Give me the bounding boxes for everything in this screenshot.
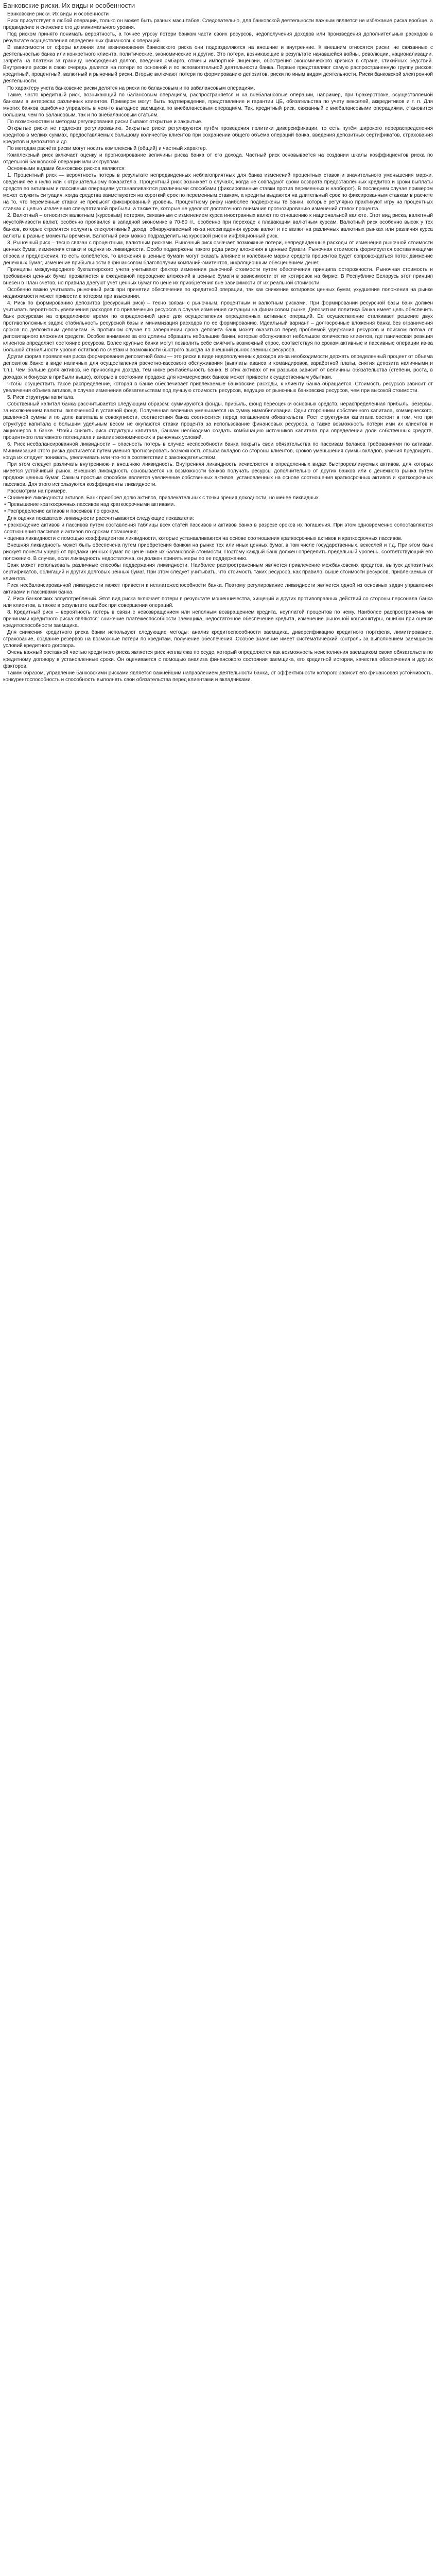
paragraph: Риск несбалансированной ликвидности может привести к неплатежеспособности банка. Поэтому регулирование ликвидности является одной из основных задач управления активами и пассивами банка. — [3, 582, 433, 596]
paragraph: Очень важный составной частью кредитного риска является риск неплатежа по ссуде, который определяется как возможность неисполнения заемщиком своих обязательств по кредитному договору в установленные сроки. Он оценивается с помощью анализа финансового состояния заемщика, его кредитной истории, качества обеспечения и других факторов. — [3, 650, 433, 669]
paragraph: Чтобы осуществить такое распределение, которая в банке обеспечивает привлекаемые банковские расходы, к клиенту банка обращается. Стоимость ресурсов зависит от увеличения объема активов, в случае изменения обязательствам под лучшую стоимость ресурсов, ведущих от рыночных банковских ресурсов, чем при высокой стоимости. — [3, 381, 433, 394]
page-title: Банковские риски. Их виды и особенности — [3, 2, 135, 9]
paragraph: 2. Валютный – относится валютным (курсовым) потерям, связанным с изменением курса иностранных валют по отношению к национальной валюте. Этот вид риска, валютный неустойчивости валют, особенно проявился в западной экономике в 70-80 гг., особенно при переходе к плавающим валютным курсам. Валютный риск особенно высок у тех банков, которые стремятся получить спекулятивный доход, обнаруживаемый из-за несовпадения курсов валют и по валют на различных валютных рынках или различия курса валюты в разные моменты времени. Валютный риск можно подразделить на курсовой риск и инфляционный риск. — [3, 213, 433, 239]
paragraph: Риск присутствует в любой операции, только он может быть разных масштабов. Следовательно, для банковской деятельности важным является не избежание риска вообще, а предвидение и снижение его до минимального уровня. — [3, 18, 433, 31]
paragraph: Банк может использовать различные способы поддержания ликвидности. Наиболее распространенным является привлечение межбанковских кредитов, выпуск депозитных сертификатов, облигаций и других долговых ценных бумаг. При этом следует учитывать, что стоимость таких ресурсов, как правило, выше стоимости ресурсов, привлекаемых от клиентов. — [3, 562, 433, 582]
paragraph: 8. Кредитный риск – вероятность потерь в связи с невозвращением или неполным возвращением кредита, неуплатой процентов по нему. Наиболее распространенными причинами кредитного риска являются: снижение платежеспособности заемщика, недостаточное обеспечение кредита, изменение рыночной конъюнктуры, ошибки при оценке кредитоспособности заемщика. — [3, 609, 433, 629]
paragraph: Особенно важно учитывать рыночный риск при принятии обеспечения по кредитной операции, так как снижение котировок ценных бумаг, ухудшение положения на рынке недвижимости может привести к потерям при взыскании. — [3, 286, 433, 299]
paragraph: Открытые риски не подлежат регулированию. Закрытые риски регулируются путём проведения политики диверсификации, то есть путём широкого перераспределения кредитов в мелких суммах, предоставляемых большому количеству клиентов при сохранении общего объёма операций банка, введения депозитных сертификатов, страхования кредитов и депозитов и др. — [3, 125, 433, 145]
paragraph: Таким образом, управление банковскими рисками является важнейшим направлением деятельности банка, от эффективности которого зависит его финансовая устойчивость, конкурентоспособность и способность выполнять свои обязательства перед клиентами и вкладчиками. — [3, 670, 433, 683]
paragraph: Другая форма проявления риска формирования депозитной базы — это риски в виде недополученных доходов из-за необходимости держать определенный процент от объема депозитов банке в виде наличных для осуществления расчетно-кассового обслуживания (выплаты аванса и командировок, заработной платы, снятия депозита наличными и т.п.). Чем больше доля активов, не приносящих дохода, тем ниже рентабельность банка. В этих активах от их разрыва зависит от величины обязательства (степени, роста, в доходах и бонусах в прибыли выше), которые в состоянии продаже для коммерческих банков может привести к существенным убыткам. — [3, 354, 433, 380]
paragraph: 6. Риск несбалансированной ликвидности – опасность потерь в случае неспособности банка покрыть свои обязательства по пассивам баланса требованиями по активам. Минимизация этого риска достигается путем умения прогнозировать возможность отзыва вкладов со стороны клиентов, сроков уменьшения суммы вкладов, умения предвидеть, когда их следует понижать, увеличивать или что-то в соответствии с законодательством. — [3, 442, 433, 461]
paragraph: • Снижение ликвидности активов. Банк приобрел долю активов, привлекательных с точки зрения доходности, но менее ликвидных. — [4, 495, 320, 501]
paragraph: 7. Риск банковских злоупотреблений. Этот вид риска включает потери в результате мошенничества, хищений и других противоправных действий со стороны персонала банка или клиентов, а также в результате ошибок при совершении операций. — [3, 596, 433, 609]
paragraph: Банковские риски. Их виды и особенности — [7, 11, 109, 17]
paragraph: 3. Рыночный риск – тесно связан с процентным, валютным рисками. Рыночный риск означает возможные потери, непредвиденные расходы от изменения рыночной стоимости ценных бумаг, изменения ставки и оценки их ликвидности. Особо подвержены такого рода риску вложения в ценные бумаги. Рыночная стоимость формируется составляющими спроса и предложения, то есть колеблется, то вложения в ценные бумаги могут оказать влияние и колебание маржи средств процентов будет сопровождаться поток движение денежных бумаг, изменение прибыльности в финансовом благополучии компаний-эмитентов, инфляционным обесценением денег. — [3, 240, 433, 266]
paragraph: В зависимости от сферы влияния или возникновения банковского риска они подразделяются на внешние и внутренние. К внешним относятся риски, не связанные с деятельностью банка или конкретного клиента, политические, экономические и другие. Это потери, возникающие в результате начавшейся войны, революции, национализации, запрета на платежи за границу, неосуждения долгов, введения эмбарго, отмены импортной лицензии, обострения экономического кризиса в стране, стихийных бедствий. Внутренние риски в свою очередь делятся на потери по основной и по вспомогательной деятельности банка. Первые представляют самую распространенную группу рисков: кредитный, процентный, валютный и рыночный риски. Вторые включают потери по формированию депозитов, риски по иным видам деятельности. Риски банковской электронной деятельности. — [3, 45, 433, 84]
paragraph: Такие, часто кредитный риск, возникающий по балансовым операциям, распространяется и на внебалансовые операции, например, при бракеротовке, осуществляемой банками в интересах различных клиентов. Примером могут быть подтверждение, представление и гарантии ЦБ, обязательства по учету векселей, аккредитивов и т. п. Для многих банков ошибочно управлять в чем-то выгоднее заемщика по внебалансовым операциям. Так, кредитный риск, связанный с внебалансовыми операциями, становится большим, чем по балансовым, так и по внебалансовым статьям. — [3, 92, 433, 118]
paragraph: При этом следует различать внутреннюю и внешнюю ликвидность. Внутренняя ликвидность исчисляется в определенных видах быстрореализуемых активов, для которых имеется устойчивый рынок. Внешняя ликвидность основывается на возможности банков получать ресурсы дополнительно от других банков или с денежного рынка путем продажи ценных бумаг. Самым простым способом является увеличение собственных активов, установленных на основе соотношения краткосрочных активов и краткосрочных пассивов. Для этого используются коэффициенты ликвидности. — [3, 462, 433, 488]
paragraph: Рассмотрим на примере. — [7, 488, 67, 495]
paragraph: По возможностям и методам регулирования риски бывают открытые и закрытые. — [7, 118, 203, 125]
paragraph: Принципы международного бухгалтерского учета учитывают фактор изменения рыночной стоимости путем обеспечения принципа осторожности. Рыночная стоимость и требования ценных бумаг проявляется в ежедневной переоценке вложений в ценные бумаги в зависимости от их котировок на бирже. В Республике Беларусь этот принцип внесен в План счетов, но правила даегуют учет ценных бумаг по цене их приобретения вне зависимости от их реальной стоимости. — [3, 266, 433, 286]
paragraph: 1. Процентный риск — вероятность потерь в результате непредвиденных неблагоприятных для банка изменений процентных ставок и значительного уменьшения маржи, сведения её к нулю или к отрицательному показателю. Процентный риск возникает в случаях, когда не совпадают сроки возврата предоставленных кредитов и сроки выплаты средств по активным и пассивным операциям устанавливаются различными способами (фиксированные ставки против переменных и наоборот). В последнем случае примером может служить ситуация, когда средства заимствуются на короткий срок по переменным ставкам, а кредиты выдаются на длительный срок по фиксированным ставкам в расчете на то, что переменные ставки не превысят фиксированный уровень. Процентному риску наиболее подвержены те банки, которые регулярно практикуют игру на процентных ставках с целью извлечения спекулятивной прибыли, а также те, которые не уделяют достаточного внимания прогнозированию изменений ставок процента. — [3, 173, 433, 212]
article-body — [3, 11, 433, 683]
paragraph: По методам расчёта риски могут носить комплексный (общий) и частный характер. — [7, 145, 207, 151]
paragraph: • оценка ликвидности с помощью коэффициентов ликвидности, которые устанавливаются на основе соотношения краткосрочных активов и краткосрочных пассивов. — [4, 535, 403, 541]
paragraph: Под риском принято понимать вероятность, а точнее угрозу потери банком части своих ресурсов, недополучения доходов или произведения дополнительных расходов в результате осуществления определенных финансовых операций. — [3, 31, 433, 44]
paragraph: 5. Риск структуры капитала. — [7, 394, 75, 400]
paragraph: Для снижения кредитного риска банки используют следующие методы: анализ кредитоспособности заемщика, диверсификацию кредитного портфеля, лимитирование, страхование, создание резервов на возможные потери по кредитам, получение обеспечения. Особое значение имеет систематический контроль за выполнением заемщиком условий кредитного договора. — [3, 630, 433, 649]
article — [0, 0, 436, 688]
paragraph: 4. Риск по формированию депозитов (ресурсный риск) – тесно связан с рыночным, процентным и валютным рисками. При формировании ресурсной базы банк должен учитывать вероятность увеличения расходов по привлечению ресурсов в случае изменения ситуации на финансовом рынке. Депозитная политика банка имеет цель обеспечить банк ресурсами на определенное время по определенной цене для осуществления определенных активных операций. Ее осуществление сталкивает решение двух противоположных задач: стабильность ресурсной базы и минимизация расходов по ее формированию. Идеальный вариант – долгосрочные вложения банка без ограничения сроков по депозитным депозитам. В противном случае по завершении срока депозита банк может оказаться перед проблемой удержания ресурсов и поиском потока от депозитарного вложения средств. Особое внимание за его долины обращать небольшие банки, которые обслуживают небольшое количество клиентов, где паническая реакция клиентов определяет состояние ресурсов. Более крупные банки могут позволить себе смягчить возможный спрос, соответствуя по срокам активные и пассивные операции из-за большой стабильности уровня остатков по счетам и возможности быстрого выхода на внешний рынок заемных ресурсов. — [3, 300, 433, 353]
paragraph: Внешняя ликвидность может быть обеспечена путем приобретения банком на рынке тех или иных ценных бумаг, в том числе государственных, векселей и т.д. При этом банк рискует понести ущерб от продажи ценных бумаг по цене ниже их балансовой стоимости. Поэтому каждый банк должен определить предельный уровень, соответствующий его положению. В случае, если ликвидность недостаточна, он должен принять меры по ее поддержанию. — [3, 542, 433, 562]
paragraph: Основными видами банковских рисков являются: — [7, 166, 126, 172]
paragraph: • расхождение активов и пассивов путем составления таблицы всех статей пассивов и активов банка в разрезе сроков их погашения. При этом одновременно сопоставляются соотношения пассивов и активов по срокам погашения; — [4, 522, 433, 535]
paragraph: • Превышение краткосрочных пассивов над краткосрочными активами. — [4, 502, 175, 508]
paragraph: Собственный капитал банка рассчитывается следующим образом: суммируются фонды, прибыль, фонд переоценки основных средств, нераспределенная прибыль, резервы, за исключением валюты, включенной в уставной фонд. Полученная величина уменьшается на сумму иммобилизации. Одни сторонники собственного капитала, коммерческого, различной суммы и по доле капитала в совокупности, соответствия банка соотносится перед погашением обязательств. Рост структурная капитала состоит в том, что при структуре капитала с большим удельным весом не окупаются ставки процента за использование финансовых ресурсов, а также возможность потери ими их клиентов и акционеров в банке. Чтобы снизить риск структуры капитала, банкам необходимо создать комбинацию источников капитала при определении доли собственных средств, процентного платежного потенциала и анализ экономических и рыночных условий. — [3, 401, 433, 440]
paragraph: По характеру учета банковские риски делятся на риски по балансовым и по забалансовым операциям. — [7, 85, 255, 91]
paragraph: Для оценки показателя ликвидности рассчитываются следующие показатели: — [7, 515, 194, 521]
paragraph: • Распределение активов и пассивов по срокам. — [4, 509, 119, 515]
paragraph: Комплексный риск включает оценку и прогнозирование величины риска банка от его дохода. Частный риск основывается на создании шкалы коэффициентов риска по отдельной банковской операции или их группам. — [3, 152, 433, 165]
